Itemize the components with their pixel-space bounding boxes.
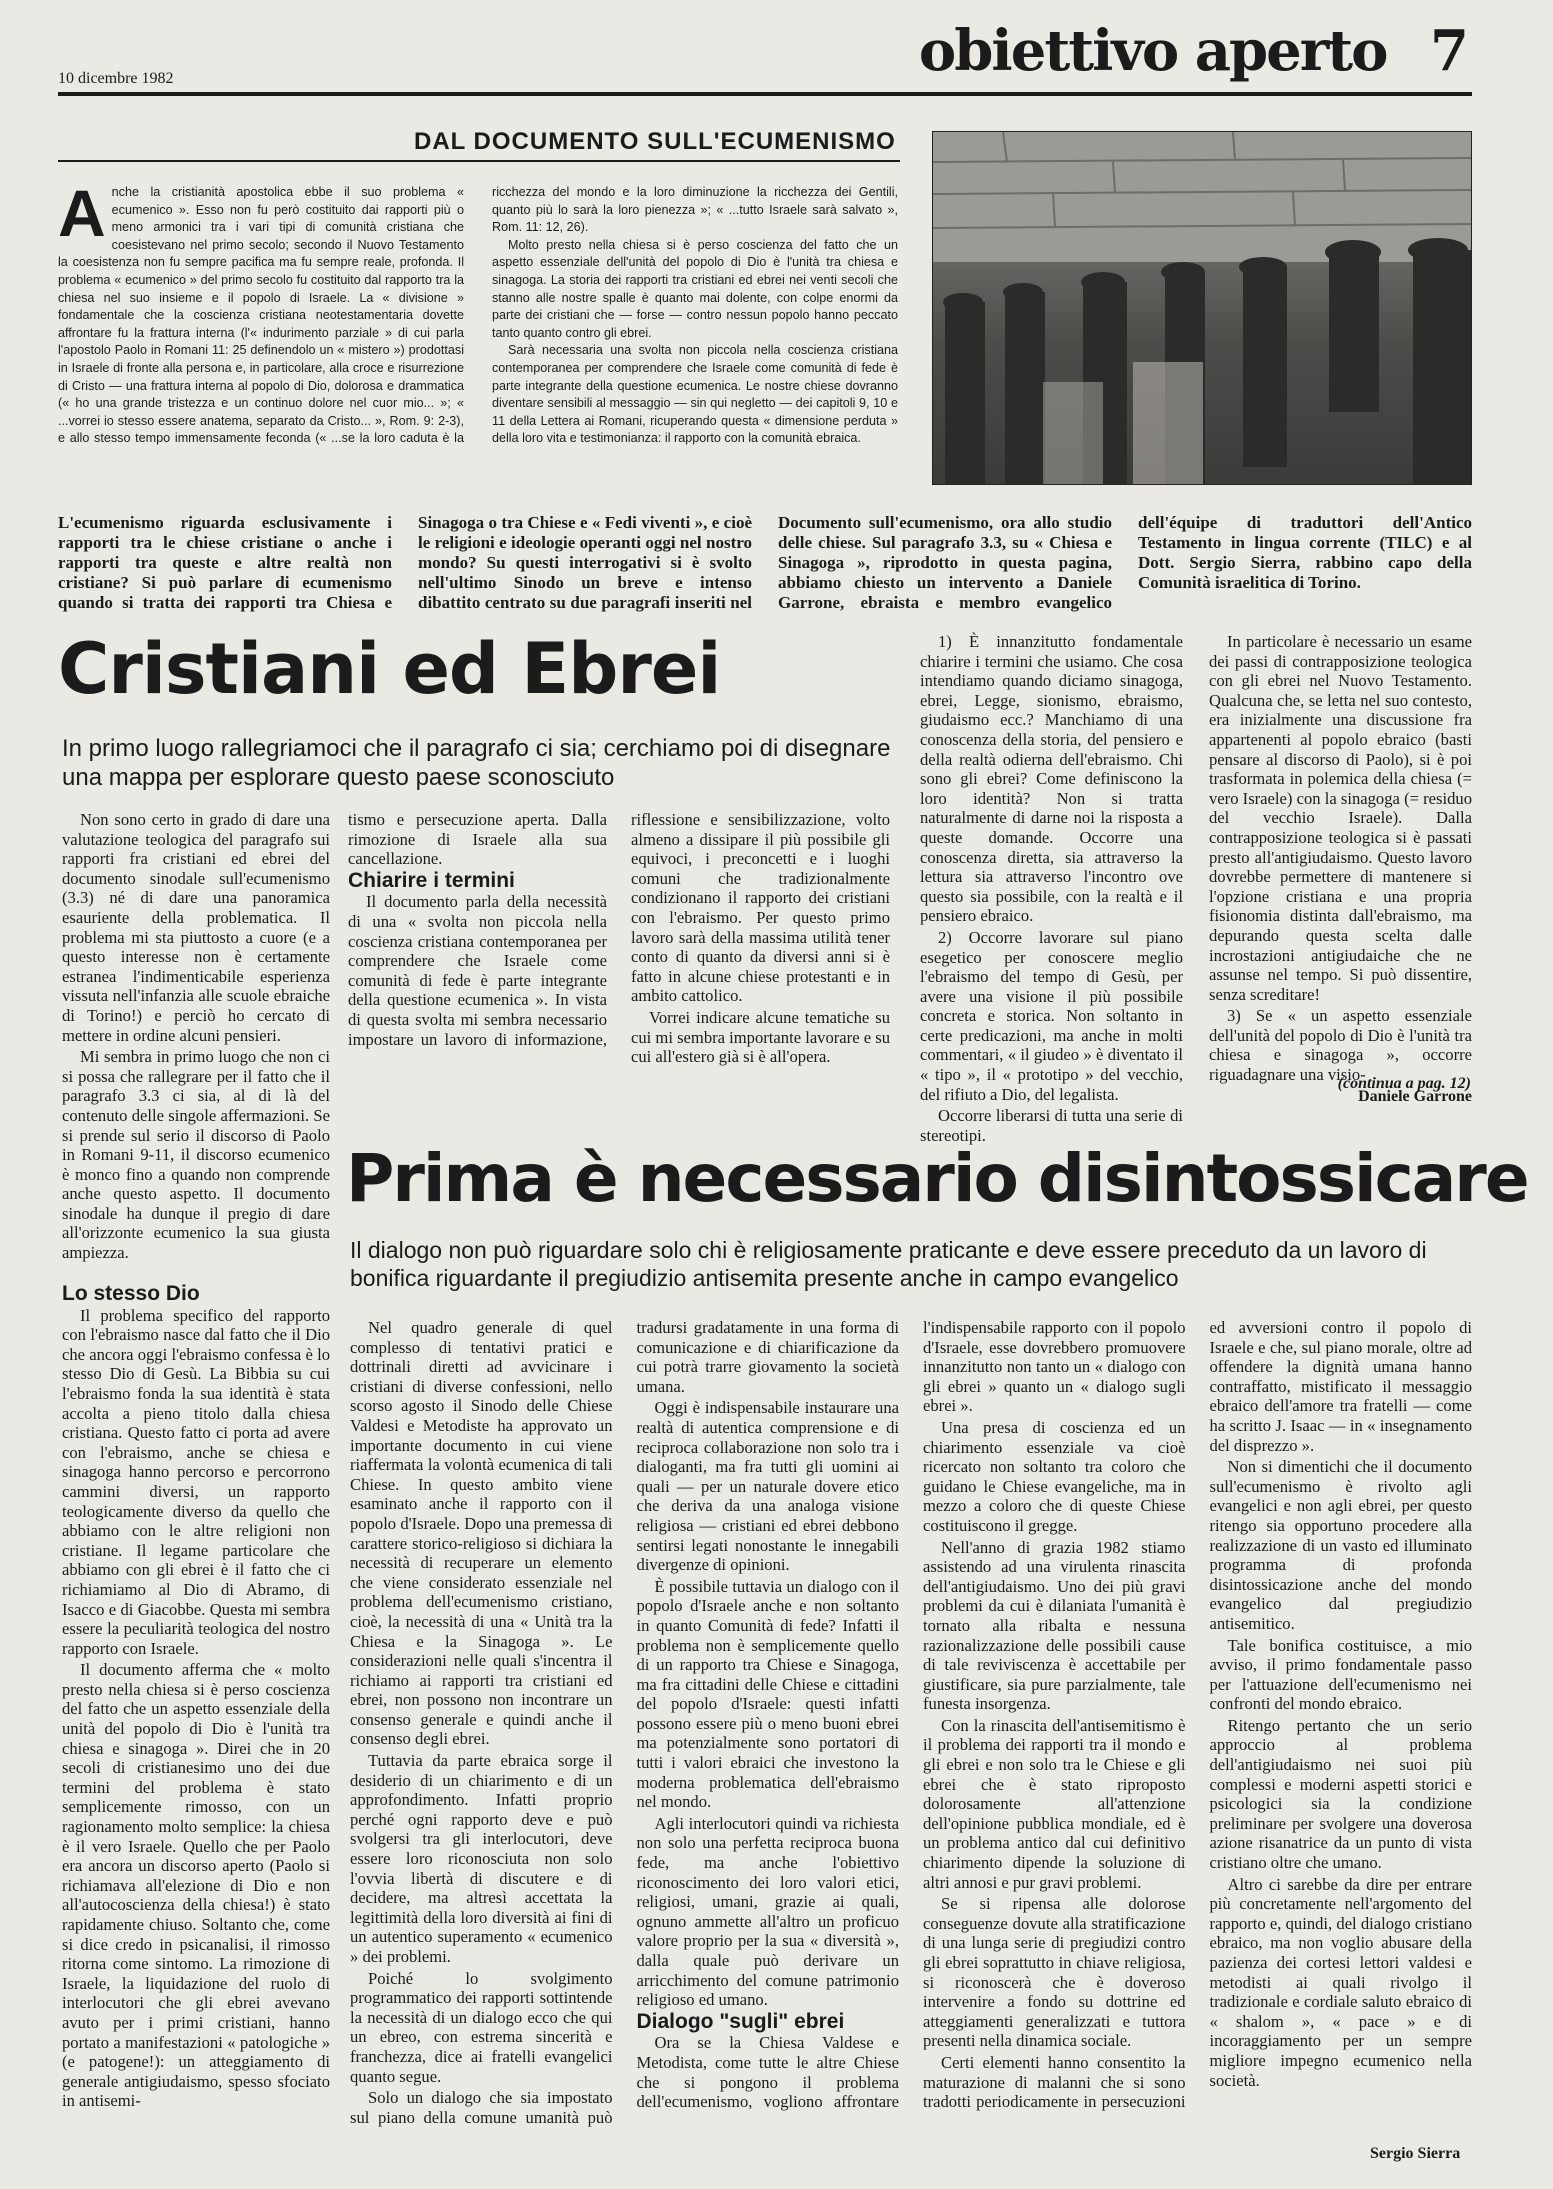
article2-paragraph: È possibile tuttavia un dialogo con il popolo d'Israele anche e non soltanto in quanto Comunità di fede? Infatti il problema non è semplicemente quello di un rapporto tra Chiese e Sinagoga, ma fra cittadini delle Chiese e cittadini del popolo d'Israele: questi infatti possono essere più o meno buoni ebrei ma potenzialmente sono portatori di tutti i valori ebraici che investono la moderna problematica dell'ebraismo nel mondo. xyxy=(636,1576,899,1812)
article2-paragraph: Agli interlocutori quindi va richiesta non solo una perfetta reciproca buona fede, ma anche l'obiettivo riconoscimento dei loro valori etici, religiosi, umani, grazie ai quali, ognuno ammette all'altro un proficuo valore proprio per la sua « diversità », dalla quale può derivare un arricchimento del comune patrimonio religioso ed umano. xyxy=(636,1813,899,2010)
intro-paragraph-3: Sarà necessaria una svolta non piccola nella coscienza cristiana contemporanea per comprendere che Israele come comunità di fede è parte integrante della questione ecumenica. Le nostre chiese dovranno diventare sensibili al messaggio — sin qui neglettо — dei capitoli 9, 10 e 11 della Lettera ai Romani, ricuperando questa « dimensione perduta » della loro vita e testimonianza: il rapporto con la comunità ebraica. xyxy=(492,343,898,446)
article2-paragraph: Ora se la Chiesa Valdese e Metodista, come tutte le altre Chiese che si pongono il problema dell'ecumenismo, vogliono affrontare l'indispensabile rapporto con il popolo d'Israele, esse dovrebbero promuovere innanzitutto non tanto un « dialogo con gli ebrei » quanto un « dialogo sugli ebrei ». xyxy=(636,1318,1186,2112)
article1-column-1-bottom xyxy=(62,1284,330,2113)
issue-date: 10 dicembre 1982 xyxy=(58,70,174,87)
article2-paragraph: Tale bonifica costituisce, a mio avviso, il primo fondamentale passo per l'attuazione dell'ecumenismo nei confronti del mondo ebraico. xyxy=(1209,1635,1472,1714)
intro-paragraph-2: Molto presto nella chiesa si è perso coscienza del fatto che un aspetto essenziale dell'unità del popolo di Dio è l'unità tra chiesa e sinagoga. La storia dei rapporti tra cristiani ed ebrei nei venti secoli che stanno alle nostre spalle è quanto mai dolente, con colpe enormi da parte dei cristiani che — forse — contro nessun popolo hanno peccato tanto quanto contro gli ebrei. xyxy=(492,237,898,340)
article2-title: Prima è necessario disintossicare xyxy=(346,1140,1528,1217)
article1-paragraph: tismo e persecuzione aperta. Dalla rimozione di Israele alla sua cancellazione. xyxy=(348,810,607,869)
article2-paragraph: Con la rinascita dell'antisemitismo è il problema dei rapporti tra il mondo e gli ebrei e non solo tra le Chiese e gli ebrei che è stato riproposto dolorosamente all'attenzione dell'opinione pubblica mondiale, ed è un problema antico dal cui definitivo chiarimento dipende la soluzione di altri annosi e pur gravi problemi. xyxy=(923,1715,1186,1892)
article2-paragraph: Nel quadro generale di quel complesso di tentativi pratici e dottrinali diretti ad avvicinare i cristiani di diverse confessioni, nello scorso agosto il Sinodo delle Chiese Valdesi e Metodiste ha approvato un importante documento in cui viene riaffermata la volontà ecumenica di tali Chiese. In questo ambito viene esaminato anche il rapporto con il popolo d'Israele. Dopo una premessa di carattere storico-religioso si dichiara la necessità di recuperare un elemento che viene considerato essenziale nel problema dell'ecumenismo cristiano, cioè, la necessità di una « Unità tra la Chiesa e la Sinagoga ». Le considerazioni nelle quali s'incentra il richiamo ai rapporti tra cristiani ed ebrei, non possono non incontrare un consenso generale e quindi anche il consenso degli ebrei. xyxy=(350,1318,613,1749)
header-rule xyxy=(58,92,1472,96)
article1-paragraph: Il documento afferma che « molto presto nella chiesa si è perso coscienza del fatto che un aspetto essenziale della unità del popolo di Dio è l'unità tra chiesa e sinagoga ». Direi che in 20 secoli di cristianesimo uno dei due termini del problema è stato semplicemente rimosso, con un ragionamento molto semplice: la chiesa è il vero Israele. Quello che per Paolo era ancora un discorso aperto (Paolo si richiamava all'elezione di Dio e non all'autocoscienza della chiesa!) è stato rapidamente chiuso. Soltanto che, come si dice credo in psicanalisi, il rimosso ritorna come sintomo. La rimozione di Israele, la liquidazione del ruolo di interlocutori che gli ebrei avevano avuto per i primi cristiani, hanno portato a manifestazioni « patologiche » (e patogene!): un atteggiamento di generale antigiudaismo, spesso sfociato in antisemi- xyxy=(62,1660,330,2111)
article2-paragraph: Certi elementi hanno consentito la maturazione di malanni che si sono tradotti periodicamente in persecuzioni ed avversioni contro il popolo di Israele e che, sul piano morale, oltre ad offendere la dignità umana hanno contraffatto, mistificato il messaggio ebraico dell'amore tra fratelli — come ha scritto J. Isaac — in « insegnamento del disprezzo ». xyxy=(923,1318,1472,2112)
article2-paragraph: Poiché lo svolgimento programmatico dei rapporti sottintende la necessità di un dialogo ecco che qui un ebreo, con estrema sincerità e franchezza, dice ai fratelli evangelici quanto segue. xyxy=(350,1968,613,2086)
article2-paragraph: Solo un dialogo che sia impostato sul piano della comune umanità può tradursi gradatamente in una forma di comunicazione e di chiarificazione da cui potrà trarre giovamento la società umana. xyxy=(350,1318,899,2127)
subhead-dialogo: Dialogo "sugli" ebrei xyxy=(636,2009,845,2033)
wailing-wall-photo xyxy=(932,131,1472,485)
article2-paragraph: Non si dimentichi che il documento sull'ecumenismo è rivolto agli evangelici e non agli ebrei, per questo ritengo sia opportuno procedere alla realizzazione di un vasto ed illuminato programma di profonda disintossicazione anche del mondo evangelico dal pregiudizio antisemitico. xyxy=(1209,1457,1472,1633)
intro-text xyxy=(58,176,898,448)
article1-columns xyxy=(348,810,890,1067)
article1-paragraph: Non sono certo in grado di dare una valutazione teologica del paragrafo sui rapporti fra cristiani ed ebrei del documento sinodale sull'ecumenismo (3.3) né di dare una panoramica esauriente della problematica. Il problema mi sta piuttosto a cuore (e a questo interesse non è certamente estranea l'indimenticabile esperienza vissuta nell'infanzia alle scuole ebraiche di Torino!) e perciò ho cercato di mettere in ordine alcuni pensieri. xyxy=(62,810,330,1045)
article2-paragraph: Se si ripensa alle dolorose conseguenze dovute alla stratificazione di una lunga serie di pregiudizi contro gli ebrei soprattutto in chiave religiosa, si riconoscerà che è doveroso intervenire a fondo su dottrine ed atteggiamenti generalizzati e tuttora presenti nella dinamica sociale. xyxy=(923,1894,1186,2051)
article1-paragraph: In particolare è necessario un esame dei passi di contrapposizione teologica con gli ebrei nel Nuovo Testamento. Qualcuna che, se letta nel suo contesto, era inizialmente una discussione fra appartenenti al popolo ebraico (basti pensare al discorso di Paolo), si è poi trasformata in polemica della chiesa (= vero Israele) con la sinagoga (= residuo del vecchio Israele). Dalla contrapposizione teologica si è passati presto all'antigiudaismo. Questo lavoro dovrebbe permettere di mantenere si l'opzione cristiana e una propria fisionomia distinta dall'ebraismo, ma depurando questa scelta dalle incrostazioni antigiudaiche che ne assunse nel tempo. Si può dissentire, senza screditare! xyxy=(1209,632,1472,1004)
article2-paragraph: Una presa di coscienza ed un chiarimento essenziale va cioè ricercato non soltanto tra coloro che guidano le Chiese evangeliche, ma in mezzo a coloro che di queste Chiese costituiscono il gregge. xyxy=(923,1417,1186,1535)
photo-illustration xyxy=(933,132,1471,484)
article1-paragraph: 1) È innanzitutto fondamentale chiarire i termini che usiamo. Che cosa intendiamo quando diciamo sinagoga, ebrei, Legge, sionismo, ebraismo, giudaismo ecc.? Manchiamo di una conoscenza della storia, del pensiero e della realtà odierna dell'ebraismo. Chi sono gli ebrei? Come definiscono la loro identità? Non si tratta naturalmente di darne noi la risposta a queste domande. Occorre una conoscenza diretta, sia attraverso la lettura sia attraverso l'incontro ove questo sia possibile, con la realtà e il pensiero ebraico. xyxy=(920,632,1183,926)
editorial-lead xyxy=(58,513,1472,613)
page-number: 7 xyxy=(1430,18,1467,84)
article2-paragraph: Tuttavia da parte ebraica sorge il desiderio di un chiarimento e di un approfondimento. Infatti proprio perché ogni rapporto deve e può svolgersi tra gli interlocutori, deve essere loro riconosciuta non solo l'ovvia libertà di discutere e di decidere, ma altresì accettata la legittimità della loro diversità ai fini di un autentico superamento « ecumenico » dei problemi. xyxy=(350,1751,613,1966)
article1-signature: Daniele Garrone xyxy=(1358,1087,1472,1105)
article2-paragraph: Altro ci sarebbe da dire per entrare più concretamente nell'argomento del rapporto e, quindi, del dialogo cristiano ebraico, ma non voglio abusare della pazienza dei cortesi lettori valdesi e metodisti ai quali rivolgo il tradizionale e cordiale saluto ebraico di « shalom », « pace » e di incoraggiamento per un sempre migliore impegno ecumenico nella società. xyxy=(1209,1874,1472,2090)
lead-paragraph: L'ecumenismo riguarda esclusivamente i rapporti tra le chiese cristiane o anche i rapporti tra queste e altre realtà non cristiane? Si può parlare di ecumenismo quando si tratta dei rapporti tra Chiesa e Sinagoga o tra Chiese e « Fedi viventi », e cioè le religioni e ideologie operanti oggi nel nostro mondo? Su questi interrogativi si è svolto nell'ultimo Sinodo un breve e intenso dibattito centrato su due paragrafi inseriti nel Documento sull'ecumenismo, ora allo studio delle chiese. Sul paragrafo 3.3, su « Chiesa e Sinagoga », riprodotto in questa pagina, abbiamo chiesto un intervento a Daniele Garrone, ebraista e membro evangelico dell'équipe di traduttori dell'Antico Testamento in lingua corrente (TILC) e al Dott. Sergio Sierra, rabbino capo della Comunità israelitica di Torino. xyxy=(58,513,1472,612)
article2-paragraph: Ritengo pertanto che un serio approccio al problema dell'antigiudaismo nei suoi più complessi e moderni aspetti storici e psicologici sia la condizione preliminare per svolgere una doverosa azione risanatrice da un punto di vista cristiano oltre che umano. xyxy=(1209,1715,1472,1873)
article1-title: Cristiani ed Ebrei xyxy=(58,628,721,710)
article1-paragraph: Il documento parla della necessità di una « svolta non piccola nella coscienza cristiana contemporanea per comprendere che Israele come comunità di fede è parte integrante della questione ecumenica ». In vista di questa svolta mi sembra necessario impostare un lavoro di informazione, riflessione e sensibilizzazione, volto almeno a dissipare il più possibile gli equivoci, i preconcetti e i luoghi comuni che tradizionalmente condizionano il rapporto dei cristiani con l'ebraismo. Per questo primo lavoro sarà della massima utilità tener conto di quanto da diversi anni si è fatto in alcune chiese protestanti e in ambito cattolico. xyxy=(348,810,890,1049)
masthead-title: obiettivo aperto xyxy=(918,18,1387,84)
article1-paragraph: Mi sembra in primo luogo che non ci si possa che rallegrare per il fatto che il paragrafo 3.3 ci sia, al di là del contenuto delle singole affermazioni. Se si prende sul serio il discorso di Paolo in Romani 9-11, il discorso ecumenico è monco fino a quando non comprende anche questo aspetto. Il documento sinodale ha dunque il pregio di dare all'orizzonte ecumenico la sua giusta ampiezza. xyxy=(62,1047,330,1263)
article1-paragraph: 3) Se « un aspetto essenziale dell'unità del popolo di Dio è l'unità tra chiesa e sinagoga », occorre riguadagnare una visio- xyxy=(1209,1006,1472,1085)
article1-subtitle: In primo luogo rallegriamoci che il paragrafo ci sia; cerchiamo poi di disegnare una mappa per esplorare questo paese sconosciuto xyxy=(62,735,891,791)
kicker-rule xyxy=(58,160,900,162)
intro-paragraph-1: nche la cristianità apostolica ebbe il suo problema « ecumenico ». Esso non fu però costituito dai rapporti più o meno armonici tra i vari tipi di comunità cristiana che coesistevano nel primo secolo; secondo il Nuovo Testamento la coesistenza non fu sempre pacifica ma fu sempre reale, profonda. Il problema « ecumenico » del primo secolo fu costituito dal rapporto tra la chiesa nel suo insieme e il popolo di Israele. La « divisione » fondamentale che la coscienza cristiana neotestamentaria dovette affrontare fu la frattura interna (l'« indurimento parziale » di cui parla l'apostolo Paolo in Romani 11: 25 definendolo un « mistero ») prodottasi in Israele di fronte alla persona e, in particolare, alla croce e risurrezione di Cristo — una frattura interna al popolo di Dio, dolorosa e drammatica (« ho una grande tristezza e un continuo dolore nel cuor mio... »; « ...vorrei io stesso essere anatema, separato da Cristo... », Rom. 9: 2-3), e allo stesso tempo immensamente feconda (« ...se la loro caduta è la ricchezza del mondo e la loro diminuzione la ricchezza dei Gentili, quanto più lo sarà la loro pienezza »; « ...tutto Israele sarà salvato », Rom. 11: 12, 26). xyxy=(58,185,898,446)
subhead-stesso-dio: Lo stesso Dio xyxy=(62,1282,200,1305)
article2-paragraph: Nell'anno di grazia 1982 stiamo assistendo ad una virulenta rinascita dell'antigiudaismo. Uno dei più gravi problemi da cui è dilaniata l'umanità è tornato alla ribalta e nessuna razionalizzazione delle possibili cause di tale reviviscenza è accettabile per giustificare, sia pure parzialmente, tale funesta insorgenza. xyxy=(923,1537,1186,1714)
article2-subtitle: Il dialogo non può riguardare solo chi è religiosamente praticante e deve essere preceduto da un lavoro di bonifica riguardante il pregiudizio antisemita presente anche in campo evangelico xyxy=(350,1237,1427,1291)
section-masthead xyxy=(919,18,1467,84)
article1-paragraph: Vorrei indicare alcune tematiche su cui mi sembra importante lavorare e su cui all'estero già si è all'opera. xyxy=(631,1007,890,1067)
article1-right-columns xyxy=(920,632,1472,1145)
continue-note: (continua a pag. 12) xyxy=(1337,1075,1471,1092)
drop-cap: A xyxy=(58,176,106,250)
section-kicker: DAL DOCUMENTO SULL'ECUMENISMO xyxy=(414,128,896,155)
article1-paragraph: Occorre liberarsi di tutta una serie di stereotipi. xyxy=(920,1106,1183,1145)
article1-column-1 xyxy=(62,810,330,1265)
article1-paragraph: 2) Occorre lavorare sul piano esegetico per conoscere meglio l'ebraismo del tempo di Gesù, per avere una visione il più possibile concreta e storica. Non soltanto in certe predicazioni, ma anche in molti commentari, « il giudeo » è diventato il « tipo », il « prototipo » del vecchio, del rifiuto a Dio, del legalista. xyxy=(920,927,1183,1104)
article2-columns xyxy=(350,1318,1472,2127)
subhead-chiarire: Chiarire i termini xyxy=(348,868,515,892)
article1-paragraph: Il problema specifico del rapporto con l'ebraismo nasce dal fatto che il Dio che ancora oggi l'ebraismo confessa è lo stesso Dio di Gesù. La Bibbia su cui l'ebraismo fonda la sua identità è stata accolta a pieno titolo dalla chiesa cristiana. Questo fatto ci porta ad avere con l'ebraismo, anche se chiesa e sinagoga hanno percorso e percorrono cammini diversi, un rapporto teologicamente diverso da quello che abbiamo con le altre religioni non cristiane. Il legame particolare che abbiamo con gli ebrei è il fatto che ci richiamiamo al Dio di Abramo, di Isacco e di Giacobbe. Questa mi sembra essere la peculiarità teologica del nostro rapporto con Israele. xyxy=(62,1305,330,1658)
article2-paragraph: Oggi è indispensabile instaurare una realtà di autentica comprensione e di reciproca collaborazione non solo tra i dialoganti, ma fra tutti gli uomini ai quali — per un naturale dovere etico che deriva da una analoga visione religiosa — cristiani ed ebrei debbono sentirsi legati nonostante le innegabili divergenze di opinioni. xyxy=(636,1398,899,1575)
article2-signature: Sergio Sierra xyxy=(1370,2145,1461,2162)
